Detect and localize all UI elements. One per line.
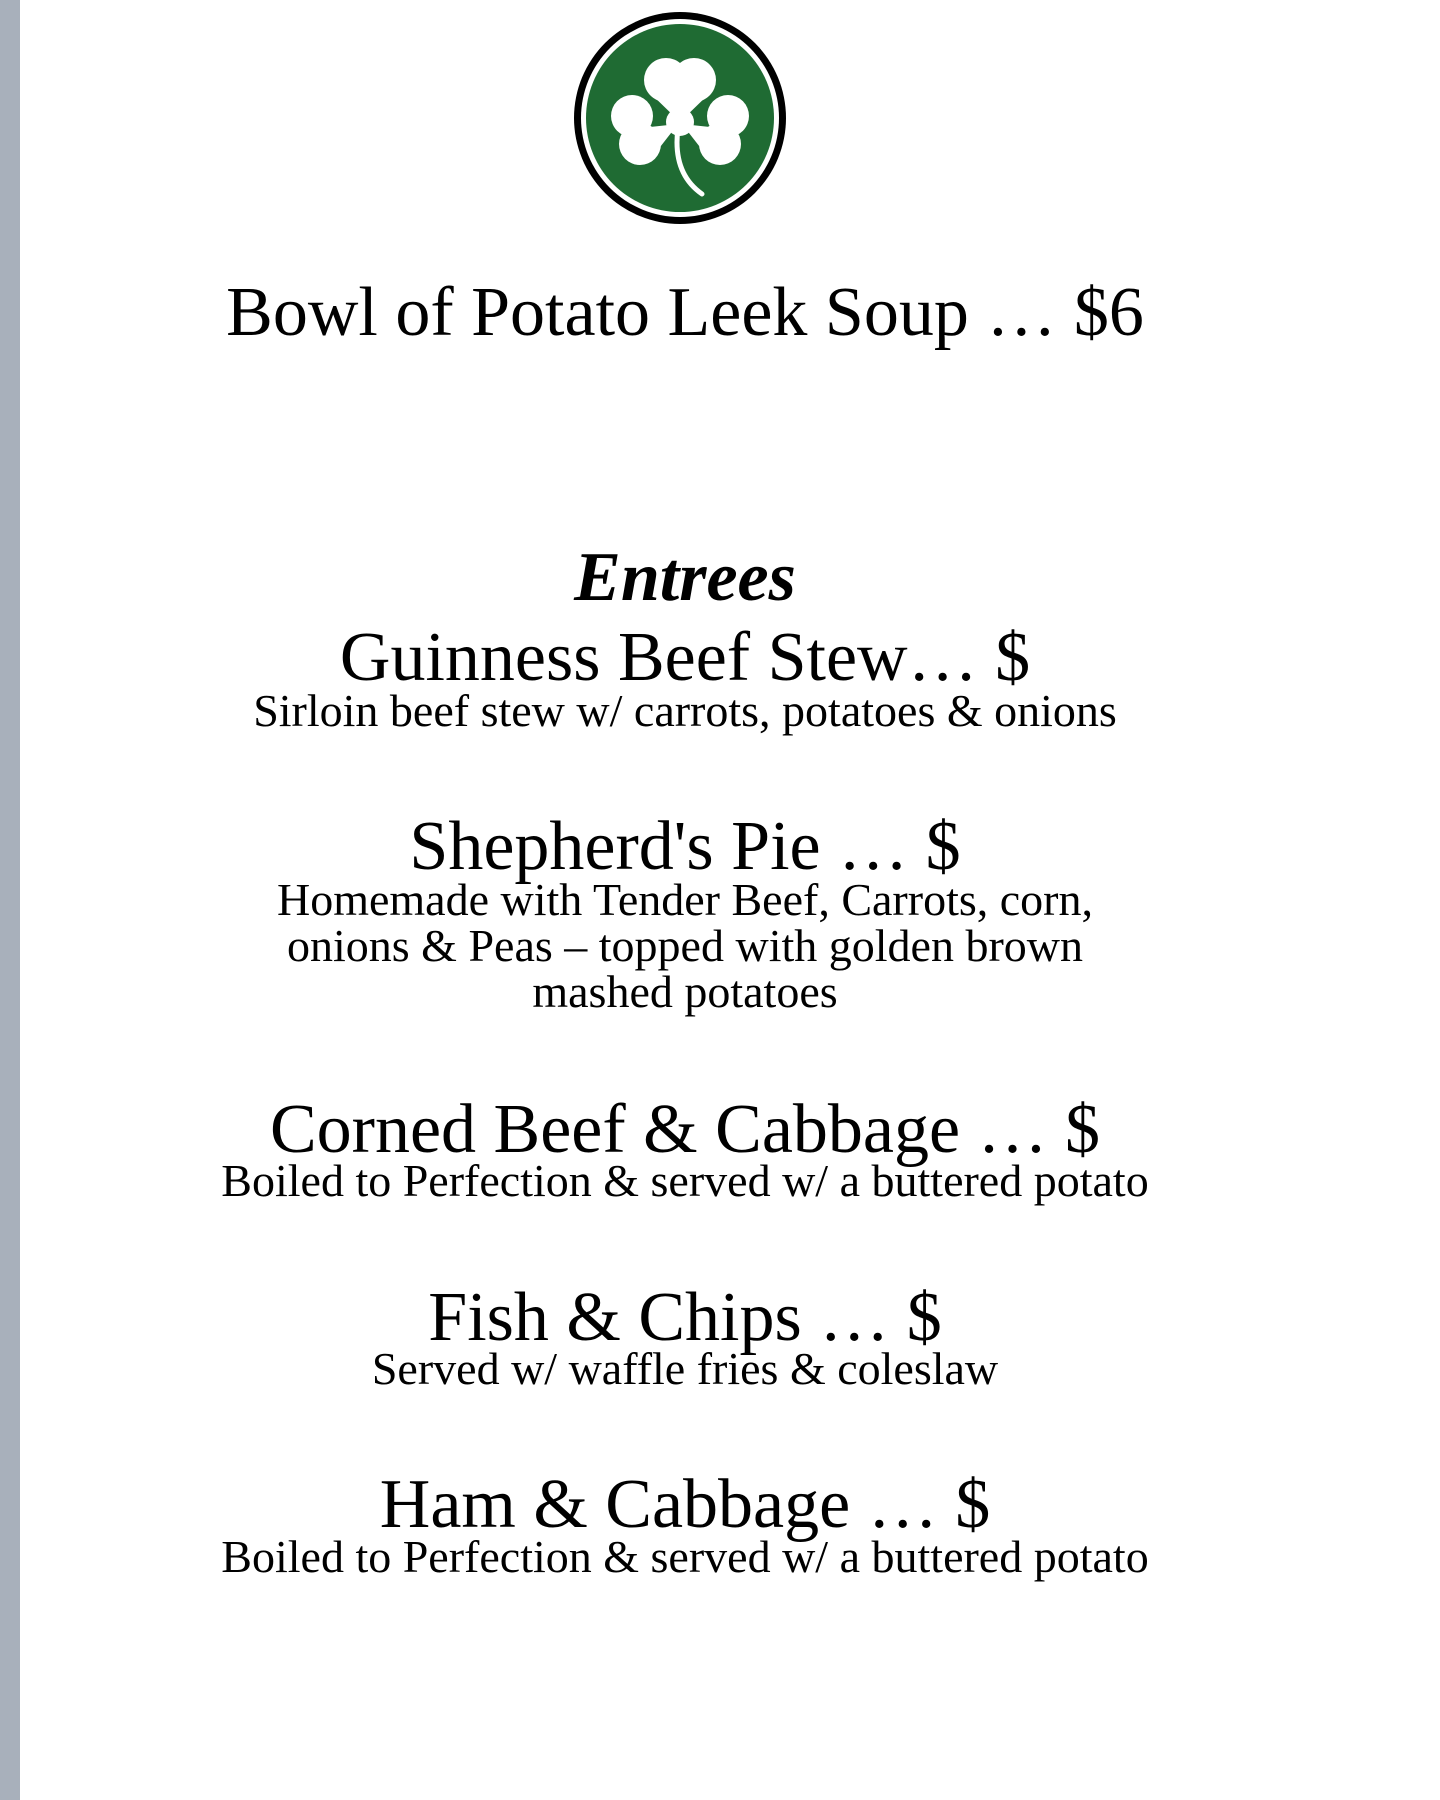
item-name: Corned Beef & Cabbage … $ xyxy=(269,1091,1101,1168)
item-description: Homemade with Tender Beef, Carrots, corn, onions & Peas – topped with golden brown mashed potatoes xyxy=(276,874,1093,1017)
item-description: Boiled to Perfection & served w/ a buttered potato xyxy=(221,1155,1149,1206)
item-description: Sirloin beef stew w/ carrots, potatoes & onions xyxy=(253,685,1117,736)
item-description: Boiled to Perfection & served w/ a buttered potato xyxy=(221,1531,1149,1582)
item-description: Served w/ waffle fries & coleslaw xyxy=(371,1343,999,1394)
item-name: Shepherd's Pie … $ xyxy=(409,808,961,885)
item-name: Ham & Cabbage … $ xyxy=(379,1466,991,1543)
section-title-entrees: Entrees xyxy=(574,539,796,616)
shamrock-icon xyxy=(570,8,790,228)
left-edge-bar xyxy=(0,0,20,1800)
item-name: Fish & Chips … $ xyxy=(428,1279,942,1356)
shamrock-logo xyxy=(570,8,790,228)
item-name: Guinness Beef Stew… $ xyxy=(339,619,1031,696)
soup-line: Bowl of Potato Leek Soup … $6 xyxy=(226,274,1144,351)
